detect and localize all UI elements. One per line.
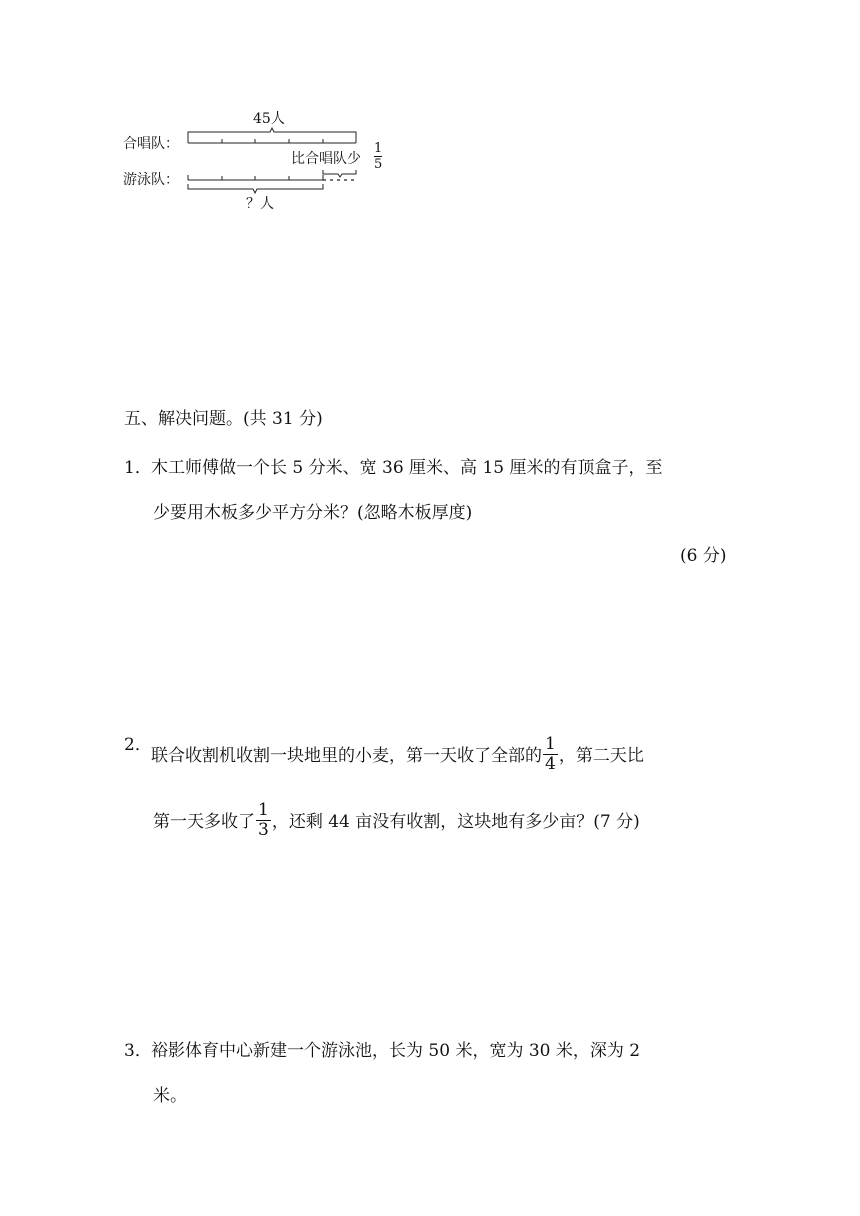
difference-brace (323, 170, 356, 177)
q1-score: (6 分) (680, 546, 727, 566)
choir-top-brace (188, 128, 356, 138)
total-label: 45人 (253, 111, 285, 127)
q3-line2: 米。 (153, 1086, 187, 1106)
swim-unknown-label: ？人 (246, 196, 274, 212)
q2-line2-part2: ，还剩 44 亩没有收割，这块地有多少亩？(7 分) (271, 812, 640, 832)
q2-line1-part1: 联合收割机收割一块地里的小麦，第一天收了全部的 (151, 746, 542, 766)
q2-frac2-den: 3 (258, 820, 269, 840)
q2-frac2-num: 1 (258, 800, 269, 820)
q2-line1-part2: ，第二天比 (558, 746, 644, 766)
diagram-lines (0, 0, 420, 230)
line-segment-diagram (0, 0, 420, 230)
q2-line1 (151, 734, 644, 776)
q1-number: 1． (124, 458, 152, 478)
q3-line1: 裕影体育中心新建一个游泳池，长为 50 米，宽为 30 米，深为 2 (151, 1041, 641, 1061)
compare-fraction-denominator: 5 (374, 157, 383, 172)
q1-line1: 木工师傅做一个长 5 分米、宽 36 厘米、高 15 厘米的有顶盒子，至 (151, 458, 663, 478)
swim-label: 游泳队： (123, 172, 179, 188)
q2-fraction-one-third (256, 801, 271, 840)
q2-frac1-den: 4 (545, 754, 556, 774)
compare-fraction-numerator: 1 (374, 141, 383, 156)
q2-fraction-one-quarter (543, 735, 558, 774)
q1-line2: 少要用木板多少平方分米？(忽略木板厚度) (153, 503, 473, 523)
q3-number: 3． (124, 1041, 152, 1061)
q2-number: 2． (124, 735, 152, 755)
compare-label: 比合唱队少 (291, 151, 361, 167)
q2-line2 (153, 800, 640, 842)
q2-frac1-num: 1 (545, 734, 556, 754)
section-title: 五、解决问题。(共 31 分) (124, 409, 323, 429)
compare-fraction (373, 141, 383, 172)
q2-line2-part1: 第一天多收了 (153, 812, 255, 832)
swim-bottom-brace (188, 184, 323, 193)
choir-label: 合唱队： (123, 136, 179, 152)
